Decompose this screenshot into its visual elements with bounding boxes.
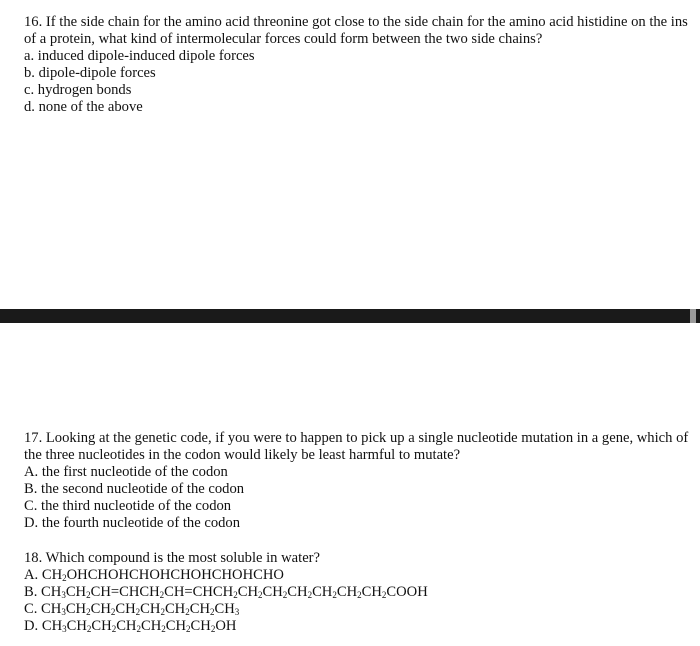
formula-subscript: 2 <box>86 590 91 600</box>
question-18-stem: 18. Which compound is the most soluble in water? <box>24 550 321 566</box>
chemical-formula: $CH_3CH_2CH_2CH_2CH_2CH_2CH_2CH_3$ <box>41 601 240 617</box>
formula-subscript: 3 <box>61 607 66 617</box>
question-16-stem-line-2: of a protein, what kind of intermolecular forces could form between the two side chains? <box>24 31 543 47</box>
formula-subscript: 2 <box>62 573 67 583</box>
question-16 <box>24 14 700 116</box>
formula-subscript: 2 <box>161 624 166 634</box>
formula-subscript: 2 <box>381 590 387 600</box>
formula-subscript: 2 <box>110 607 116 617</box>
question-16-option-b: b. dipole-dipole forces <box>24 65 156 81</box>
question-16-option-c: c. hydrogen bonds <box>24 82 132 98</box>
formula-subscript: 2 <box>159 590 165 600</box>
question-16-option-a: a. induced dipole-induced dipole forces <box>24 48 255 64</box>
question-17-stem-line-2: the three nucleotides in the codon would likely be least harmful to mutate? <box>24 447 461 463</box>
formula-subscript: 2 <box>307 590 313 600</box>
formula-subscript: 2 <box>258 590 263 600</box>
formula-subscript: 2 <box>210 607 215 617</box>
formula-subscript: 2 <box>111 624 117 634</box>
option-letter: D. <box>24 618 42 634</box>
question-18 <box>24 550 700 635</box>
option-letter: C. <box>24 601 42 617</box>
question-17-option-d: D. the fourth nucleotide of the codon <box>24 515 241 531</box>
divider-scroll-handle[interactable] <box>690 309 696 323</box>
formula-subscript: 3 <box>234 607 240 617</box>
question-18-option-c <box>24 601 700 618</box>
question-18-option-d <box>24 618 700 635</box>
formula-subscript: 2 <box>357 590 362 600</box>
question-18-option-a <box>24 567 700 584</box>
option-letter: A. <box>24 567 42 583</box>
formula-subscript: 2 <box>135 607 141 617</box>
formula-subscript: 2 <box>86 624 92 634</box>
chemical-formula: $CH_3CH_2CH=CHCH_2CH=CHCH_2CH_2CH_2CH_2CH_2CH_2CH_2COOH$ <box>41 584 428 600</box>
question-17-option-b: B. the second nucleotide of the codon <box>24 481 245 497</box>
option-letter: B. <box>24 584 42 600</box>
page-divider-bar <box>0 309 700 323</box>
formula-subscript: 2 <box>136 624 141 634</box>
formula-subscript: 2 <box>332 590 337 600</box>
formula-subscript: 2 <box>210 624 216 634</box>
formula-subscript: 2 <box>282 590 288 600</box>
formula-subscript: 3 <box>61 590 66 600</box>
question-17 <box>24 430 700 532</box>
formula-subscript: 2 <box>186 624 191 634</box>
chemical-formula: $CH_2OHCHOHCHOHCHOHCHOHCHO$ <box>41 567 284 583</box>
formula-subscript: 2 <box>86 607 91 617</box>
question-17-option-c: C. the third nucleotide of the codon <box>24 498 232 514</box>
formula-subscript: 2 <box>233 590 238 600</box>
question-16-stem-line-1: 16. If the side chain for the amino acid threonine got close to the side chain for the amino acid histidine on the ins <box>24 14 688 30</box>
question-17-option-a: A. the first nucleotide of the codon <box>24 464 228 480</box>
formula-subscript: 3 <box>62 624 67 634</box>
chemical-formula: $CH_3CH_2CH_2CH_2CH_2CH_2CH_2OH$ <box>41 618 237 634</box>
question-17-stem-line-1: 17. Looking at the genetic code, if you were to happen to pick up a single nucleotide mutation in a gene, which of <box>24 430 689 446</box>
question-16-option-d: d. none of the above <box>24 99 143 115</box>
formula-subscript: 2 <box>160 607 165 617</box>
question-18-option-b <box>24 584 700 601</box>
formula-subscript: 2 <box>185 607 190 617</box>
